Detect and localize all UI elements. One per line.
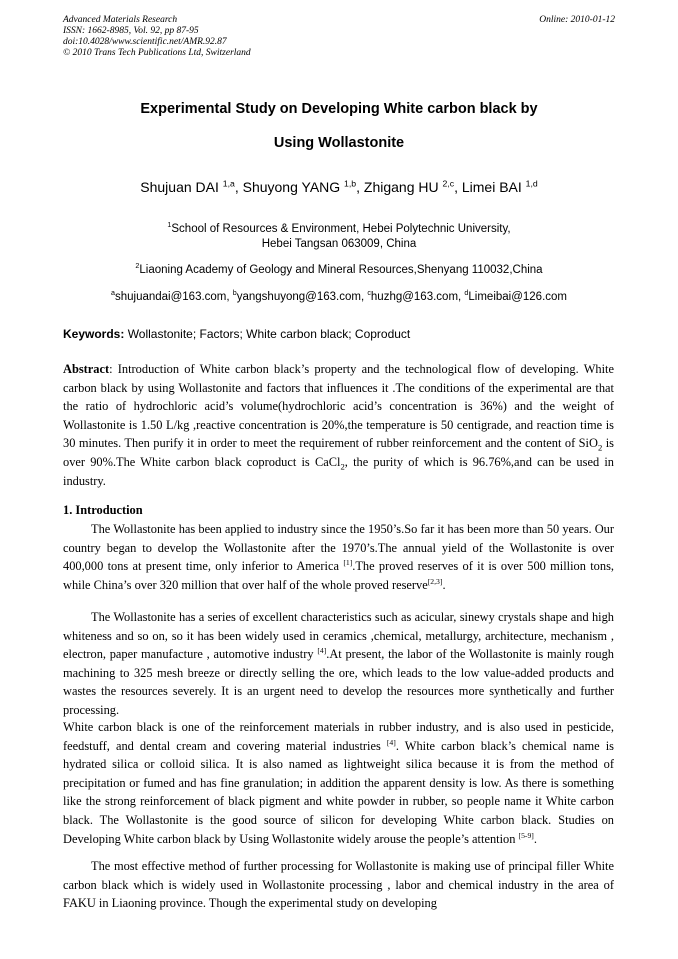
paragraph-text: The Wollastonite has a series of excellent characteristics such as acicular, sinewy crystals shape and high whiteness and so on, so it has been widely used in ceramics ,chemical, metallurgy, architecture, mechanism , electron, paper manufacture , automotive industry (63, 610, 614, 662)
email-address[interactable]: yangshuyong@163.com, (236, 291, 368, 303)
paragraph-text: . White carbon black’s chemical name is hydrated silica or colloid silica. It is also named as lightweight silica because it is from the method of precipitation or fumed and has fine granulation; in addition the apparent density is low. As there is something like the strong reinforcement of black pigment and white powder in rubber, so people name it White carbon black. The Wollastonite is the good source of silicon for developing White carbon black. Studies on Developing White carbon black by Using Wollastonite widely arouse the people’s attention (63, 738, 614, 846)
author-list: Shujuan DAI $^{1,a}$, Shuyong YANG $^{1,b}$, Zhigang HU $^{2,c}$, Limei BAI $^{1,d}$ (140, 178, 538, 195)
affiliation-1-line-1: School of Resources & Environment, Hebei Polytechnic University, (171, 223, 511, 235)
citation[interactable]: [2,3] (427, 576, 443, 586)
paragraph-text: . (442, 577, 446, 592)
doi-line: doi:10.4028/www.scientific.net/AMR.92.87 (63, 37, 227, 47)
online-date: Online: 2010-01-12 (539, 15, 615, 25)
author-name: Zhigang HU (363, 179, 439, 195)
email-address[interactable]: Limeibai@126.com (468, 291, 567, 303)
subscript: 2 (340, 461, 345, 472)
citation[interactable]: [1] (343, 558, 353, 568)
citation[interactable]: [5-9] (518, 830, 534, 840)
affiliation-2-text: Liaoning Academy of Geology and Mineral Resources,Shenyang 110032,China (139, 264, 543, 276)
author-affiliation-mark: 1,d (525, 178, 538, 189)
journal-header (63, 15, 615, 59)
author-affiliation-mark: 1,a (222, 178, 235, 189)
author-name: Shuyong YANG (242, 179, 341, 195)
affiliation-mark: 1 (167, 221, 172, 230)
author-name: Limei BAI (461, 179, 522, 195)
affiliation-mark: 2 (135, 262, 140, 271)
email-address[interactable]: huzhg@163.com, (370, 291, 465, 303)
paragraph-text: The most effective method of further processing for Wollastonite is making use of principal filler White carbon black which is widely used in Wollastonite processing , labor and chemical industry in the area of FAKU in Liaoning province. Though the experimental study on developing (63, 859, 614, 911)
author-affiliation-mark: 2,c (442, 178, 455, 189)
paragraph-text: . (533, 831, 537, 846)
abstract-text: , the purity of which is 96.76%,and can be used in industry. (63, 454, 614, 488)
abstract-label: Abstract (63, 362, 110, 376)
email-mark: c (367, 289, 371, 298)
affiliation-2 (0, 263, 678, 278)
section-heading-introduction: 1. Introduction (63, 503, 143, 517)
journal-name: Advanced Materials Research (63, 15, 178, 25)
intro-paragraph-2 (63, 608, 614, 720)
email-mark: d (464, 289, 469, 298)
email-address[interactable]: shujuandai@163.com, (114, 291, 233, 303)
email-list (0, 290, 678, 305)
subscript: 2 (597, 442, 603, 453)
paper-title (0, 92, 678, 160)
abstract-text: is over 90%.The White carbon black coproduct is CaCl (63, 436, 614, 469)
paragraph-text: The Wollastonite has been applied to industry since the 1950’s.So far it has been more than 50 years. Our country began to develop the Wollastonite after the 1970’s.The annual yield of the Wollastonite is over 400,000 tons at present time, only inferior to America (63, 522, 614, 574)
copyright-line: © 2010 Trans Tech Publications Ltd, Switzerland (63, 48, 251, 58)
paragraph-text: .The proved reserves of it is over 500 million tons, while China’s over 320 million that over half of the whole proved reserve (63, 559, 614, 592)
citation[interactable]: [4] (317, 646, 327, 656)
email-mark: a (111, 289, 115, 298)
email-mark: b (232, 289, 237, 298)
citation[interactable]: [4] (386, 737, 396, 747)
affiliation-1-line-2: Hebei Tangsan 063009, China (261, 238, 417, 250)
author-affiliation-mark: 1,b (344, 178, 357, 189)
title-line-2: Using Wollastonite (273, 135, 405, 151)
intro-paragraph-3 (63, 718, 614, 848)
paragraph-text: .At present, the labor of the Wollastonite is mainly rough machining to 325 mesh breeze or directly selling the ore, which leads to the low value-added products and wastes the resources severely. It is an urgent need to develop the resources more synthetically and further processing. (63, 647, 614, 717)
abstract-text: : Introduction of White carbon black’s property and the technological flow of developing. White carbon black by using Wollastonite and factors that influences it .The conditions of the experimental are that the ratio of hydrochloric acid’s volume(hydrochloric acid’s concentration is 36%) and the weight of Wollastonite is 1.50 L/kg ,reactive concentration is 20%,the temperature is 50 centigrade, and reaction time is 30 minutes. Then purify it in order to meet the requirement of rubber reinforcement and the content of SiO (63, 362, 614, 451)
paragraph-text: White carbon black is one of the reinforcement materials in rubber industry, and is also used in pesticide, feedstuff, and dental cream and covering material industries (63, 720, 614, 753)
keywords-text: Wollastonite; Factors; White carbon black; Coproduct (124, 327, 411, 341)
abstract (63, 360, 614, 490)
intro-paragraph-4 (63, 857, 614, 913)
affiliation-1 (0, 222, 678, 252)
keywords-label: Keywords: (63, 327, 125, 341)
author-name: Shujuan DAI (140, 179, 219, 195)
issn-line: ISSN: 1662-8985, Vol. 92, pp 87-95 (63, 26, 199, 36)
title-line-1: Experimental Study on Developing White carbon black by (140, 101, 538, 117)
keywords (63, 327, 410, 341)
intro-paragraph-1 (63, 520, 614, 594)
